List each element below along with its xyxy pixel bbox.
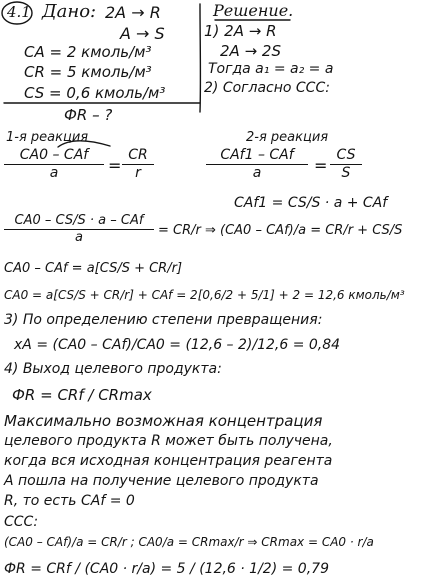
reaction-2: A → S	[120, 24, 165, 43]
reaction-2-title: 2-я реакция	[246, 130, 329, 145]
fraction-numerator: CR	[128, 147, 148, 163]
ccc-label: CCC:	[4, 514, 39, 530]
reaction-2-lhs-fraction	[206, 148, 308, 180]
step3-heading: 3) По определению степени превращения:	[4, 312, 323, 328]
solution-step2: 2) Согласно CCC:	[204, 80, 330, 96]
solution-title: Решение.	[213, 1, 294, 20]
given-cs: CS = 0,6 кмоль/м³	[24, 84, 166, 102]
paragraph-line-2: целевого продукта R может быть получена,	[4, 433, 333, 449]
given-label: Дано:	[42, 1, 97, 22]
solution-step1-line2: 2A → 2S	[220, 42, 281, 60]
reaction-1-title: 1-я реакция	[6, 130, 89, 145]
paragraph-line-5: R, то есть CAf = 0	[4, 493, 135, 509]
given-ca: CA = 2 кмоль/м³	[24, 43, 152, 61]
paragraph-line-3: когда вся исходная концентрация реагента	[4, 453, 333, 469]
fraction-denominator: a	[49, 164, 59, 181]
equals-sign: =	[314, 156, 328, 175]
derivation-line3: CA0 = a[CS/S + CR/r] + CAf = 2[0,6/2 + 5/1] + 2 = 12,6 кмоль/м³	[4, 288, 405, 302]
find-value: ФR – ?	[64, 106, 113, 124]
reaction-1: 2A → R	[105, 3, 161, 22]
equals-sign: =	[108, 156, 122, 175]
fraction-denominator: r	[135, 164, 141, 181]
step3-formula: xA = (CA0 – CAf)/CA0 = (12,6 – 2)/12,6 = 0,84	[14, 337, 341, 353]
fraction-numerator: CS	[336, 147, 356, 163]
reaction-1-lhs-fraction	[4, 148, 104, 180]
fraction-denominator: a	[252, 164, 262, 181]
fraction-numerator: CAf1 – CAf	[220, 147, 294, 163]
ccc-formula: (CA0 – CAf)/a = CR/r ; CA0/a = CRmax/r ⇒ CRmax = CA0 · r/a	[4, 535, 374, 549]
fraction-denominator: S	[341, 164, 351, 181]
step4-heading: 4) Выход целевого продукта:	[4, 361, 222, 377]
reaction-2-rhs-fraction	[330, 148, 362, 180]
derivation-line2: CA0 – CAf = a[CS/S + CR/r]	[4, 261, 183, 276]
given-cr: CR = 5 кмоль/м³	[24, 63, 152, 81]
problem-number: 4.1	[7, 3, 31, 21]
derivation-rhs: = CR/r ⇒ (CA0 – CAf)/a = CR/r + CS/S	[158, 223, 403, 238]
caf1-expression: CAf1 = CS/S · a + CAf	[234, 195, 388, 211]
paragraph-line-1: Максимально возможная концентрация	[4, 412, 323, 430]
fraction-numerator: CA0 – CAf	[19, 147, 89, 163]
solution-step1-line3: Тогда a₁ = a₂ = a	[208, 61, 334, 77]
fraction-numerator: CA0 – CS/S · a – CAf	[14, 213, 144, 228]
fraction-denominator: a	[75, 229, 83, 245]
solution-step1: 1) 2A → R	[204, 22, 277, 40]
reaction-1-rhs-fraction	[122, 148, 154, 180]
step4-formula: ФR = CRf / CRmax	[12, 386, 152, 404]
paragraph-line-4: A пошла на получение целевого продукта	[4, 473, 319, 489]
derivation-lhs-fraction	[4, 214, 154, 244]
final-formula: ФR = CRf / (CA0 · r/a) = 5 / (12,6 · 1/2) = 0,79	[4, 561, 329, 577]
